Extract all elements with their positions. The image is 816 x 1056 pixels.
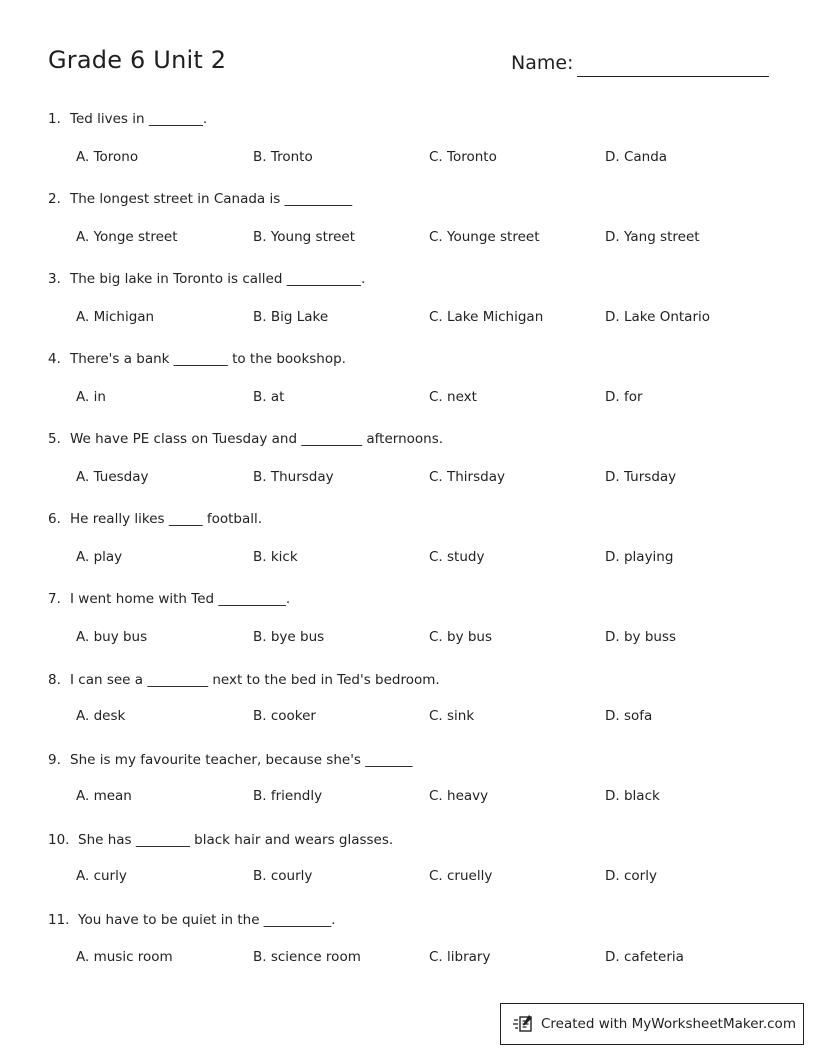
question-number: 7. <box>48 591 61 607</box>
question-8 <box>48 672 788 732</box>
question-6 <box>48 511 788 571</box>
option-c: C. Toronto <box>429 149 497 165</box>
question-number: 11. <box>48 912 70 928</box>
question-prompt: I went home with Ted __________. <box>70 591 291 607</box>
question-number: 1. <box>48 111 61 127</box>
option-c: C. by bus <box>429 629 493 645</box>
option-a: A. Tuesday <box>76 469 149 485</box>
option-c: C. library <box>429 949 491 965</box>
option-d: D. Yang street <box>605 229 700 245</box>
name-field <box>511 50 771 80</box>
question-text <box>48 431 443 447</box>
question-prompt: She has ________ black hair and wears glasses. <box>78 832 394 848</box>
question-2 <box>48 191 788 251</box>
option-d: D. corly <box>605 868 657 884</box>
question-prompt: The longest street in Canada is __________ <box>70 191 353 207</box>
question-prompt: You have to be quiet in the __________. <box>78 912 336 928</box>
question-text <box>48 672 440 688</box>
option-d: D. for <box>605 389 643 405</box>
question-prompt: The big lake in Toronto is called ___________. <box>70 271 366 287</box>
question-text <box>48 591 290 607</box>
option-b: B. Young street <box>253 229 356 245</box>
question-text <box>48 351 346 367</box>
question-text <box>48 511 262 527</box>
option-c: C. heavy <box>429 788 489 804</box>
option-d: D. cafeteria <box>605 949 684 965</box>
question-number: 6. <box>48 511 61 527</box>
worksheet-maker-logo-icon <box>513 1014 535 1034</box>
option-d: D. Tursday <box>605 469 677 485</box>
name-blank-line <box>577 76 769 77</box>
question-prompt: There's a bank ________ to the bookshop. <box>70 351 346 367</box>
footer-credit-text: Created with MyWorksheetMaker.com <box>541 1016 796 1032</box>
question-prompt: She is my favourite teacher, because she's _______ <box>70 752 413 768</box>
option-a: A. Michigan <box>76 309 155 325</box>
option-d: D. Canda <box>605 149 668 165</box>
option-d: D. sofa <box>605 708 653 724</box>
option-a: A. buy bus <box>76 629 148 645</box>
question-5 <box>48 431 788 491</box>
question-4 <box>48 351 788 411</box>
option-c: C. Thirsday <box>429 469 505 485</box>
question-number: 4. <box>48 351 61 367</box>
question-prompt: We have PE class on Tuesday and _________ afternoons. <box>70 431 444 447</box>
question-number: 8. <box>48 672 61 688</box>
question-11 <box>48 912 788 972</box>
question-number: 9. <box>48 752 61 768</box>
question-9 <box>48 752 788 812</box>
option-b: B. Big Lake <box>253 309 329 325</box>
option-c: C. sink <box>429 708 475 724</box>
question-10 <box>48 832 788 892</box>
option-d: D. Lake Ontario <box>605 309 711 325</box>
option-d: D. black <box>605 788 660 804</box>
question-1 <box>48 111 788 171</box>
option-b: B. science room <box>253 949 361 965</box>
question-number: 5. <box>48 431 61 447</box>
name-label: Name: <box>511 52 574 74</box>
option-b: B. kick <box>253 549 298 565</box>
option-c: C. cruelly <box>429 868 493 884</box>
question-3 <box>48 271 788 331</box>
question-prompt: He really likes _____ football. <box>70 511 263 527</box>
option-b: B. Tronto <box>253 149 313 165</box>
option-b: B. Thursday <box>253 469 334 485</box>
option-a: A. Yonge street <box>76 229 178 245</box>
question-prompt: I can see a _________ next to the bed in Ted's bedroom. <box>70 672 440 688</box>
question-number: 2. <box>48 191 61 207</box>
footer-badge <box>500 1003 804 1045</box>
option-a: A. desk <box>76 708 126 724</box>
option-b: B. at <box>253 389 285 405</box>
option-b: B. friendly <box>253 788 323 804</box>
question-text <box>48 752 412 768</box>
option-a: A. play <box>76 549 123 565</box>
option-b: B. cooker <box>253 708 316 724</box>
option-d: D. playing <box>605 549 674 565</box>
page-title: Grade 6 Unit 2 <box>48 46 227 74</box>
option-a: A. music room <box>76 949 173 965</box>
option-a: A. in <box>76 389 106 405</box>
option-a: A. Torono <box>76 149 139 165</box>
question-text <box>48 271 365 287</box>
question-prompt: Ted lives in ________. <box>70 111 208 127</box>
option-b: B. courly <box>253 868 313 884</box>
question-text <box>48 912 336 928</box>
question-number: 10. <box>48 832 70 848</box>
option-c: C. Younge street <box>429 229 540 245</box>
question-text <box>48 191 352 207</box>
option-b: B. bye bus <box>253 629 325 645</box>
question-7 <box>48 591 788 651</box>
option-c: C. Lake Michigan <box>429 309 544 325</box>
option-a: A. curly <box>76 868 127 884</box>
option-d: D. by buss <box>605 629 677 645</box>
question-text <box>48 111 207 127</box>
option-c: C. study <box>429 549 485 565</box>
question-number: 3. <box>48 271 61 287</box>
question-text <box>48 832 393 848</box>
option-c: C. next <box>429 389 477 405</box>
option-a: A. mean <box>76 788 132 804</box>
